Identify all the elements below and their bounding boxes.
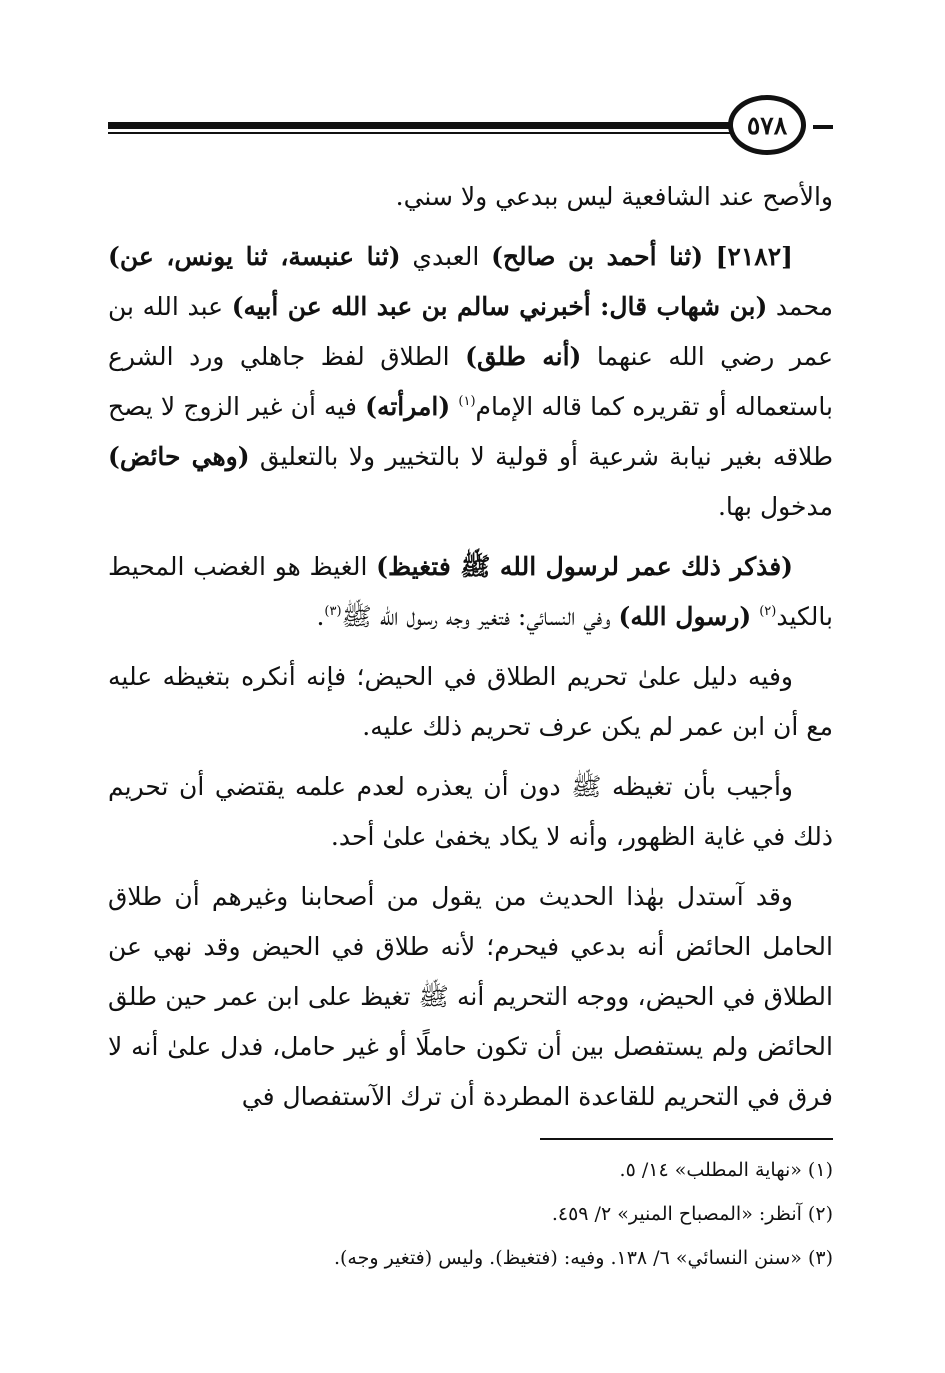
page-number-badge: ٥٧٨ [728,95,806,155]
sharh-text: وقد آستدل بهٰذا الحديث من يقول من أصحابنا وغيرهم أن طلاق الحامل الحائض أنه بدعي فيحرم؛ لأنه طلاق في الحيض وقد نهي عن الطلاق في الحيض، ووجه التحريم أنه ﷺ تغيظ على ابن عمر حين طلق الحائض ولم يستفصل بين أن تكون حاملًا أو غير حامل، فدل علىٰ أنه لا فرق في التحريم للقاعدة المطردة أن ترك الآستفصال في [108,882,833,1111]
sharh-text: وفيه دليل علىٰ تحريم الطلاق في الحيض؛ فإنه أنكره بتغيظه عليه مع أن ابن عمر لم يكن عرف تحريم ذلك عليه. [108,662,833,741]
sharh-text: الطلاق لفظ جاهلي ورد الشرع باستعماله أو تقريره كما قاله الإمام [108,342,833,421]
footnotes [108,1148,833,1280]
paragraph [108,762,833,862]
sharh-text: وأجيب بأن تغيظه ﷺ دون أن يعذره لعدم علمه يقتضي أن تحريم ذلك في غاية الظهور، وأنه لا يكاد يخفىٰ علىٰ أحد. [108,772,833,851]
footnote: (٣) «سنن النسائي» ٦/ ١٣٨. وفيه: (فتغيظ). وليس (فتغير وجه). [333,1247,833,1269]
body-text [108,172,833,1132]
matn-text: [٢١٨٢] (ثنا أحمد بن صالح) [491,242,793,271]
sharh-text: العبدي [400,242,492,271]
footnote-separator [540,1138,833,1140]
matn-text: (وهي حائض) [108,442,250,471]
sharh-text: . [316,602,325,631]
footnote-ref: (١) [458,394,476,409]
matn-text: (بن شهاب قال: أخبرني سالم بن عبد الله عن أبيه) [231,292,768,321]
header-rule-thin [108,132,738,134]
matn-text: (أنه طلق) [465,342,582,371]
footnote: (١) «نهاية المطلب» ١٤/ ٥. [619,1159,833,1181]
sharh-text: والأصح عند الشافعية ليس ببدعي ولا سني. [395,182,833,211]
matn-text: (فذكر ذلك عمر لرسول الله ﷺ فتغيظ) [376,552,793,581]
footnote: (٢) آنظر: «المصباح المنير» ٢/ ٤٥٩. [551,1203,833,1225]
sharh-text: فيه أن غير الزوج لا يصح طلاقه بغير نيابة شرعية أو قولية لا بالتخيير ولا بالتعليق [108,392,833,471]
sharh-text: الغيظ هو الغضب المحيط بالكيد [108,552,833,631]
page-header [108,95,833,165]
header-rule-thick [108,122,738,129]
paragraph [108,542,833,642]
sharh-text: وفي النسائي: فتغير وجه رسول الله ﷺ [341,602,619,631]
matn-text: (امرأته) [365,392,451,421]
matn-text: (رسول الله) [618,602,752,631]
paragraph [108,652,833,752]
header-rule-right [813,125,833,129]
paragraph [108,172,833,222]
sharh-text: محمد [767,292,834,321]
footnote-ref: (٢) [759,604,777,619]
paragraph [108,872,833,1122]
sharh-text [751,602,759,631]
sharh-text: مدخول بها. [717,492,833,521]
matn-text: (ثنا عنبسة، ثنا يونس، عن) [108,242,401,271]
footnote-ref: (٣) [324,604,342,619]
sharh-text: عبد الله بن عمر رضي الله عنهما [108,292,833,371]
paragraph [108,232,833,532]
